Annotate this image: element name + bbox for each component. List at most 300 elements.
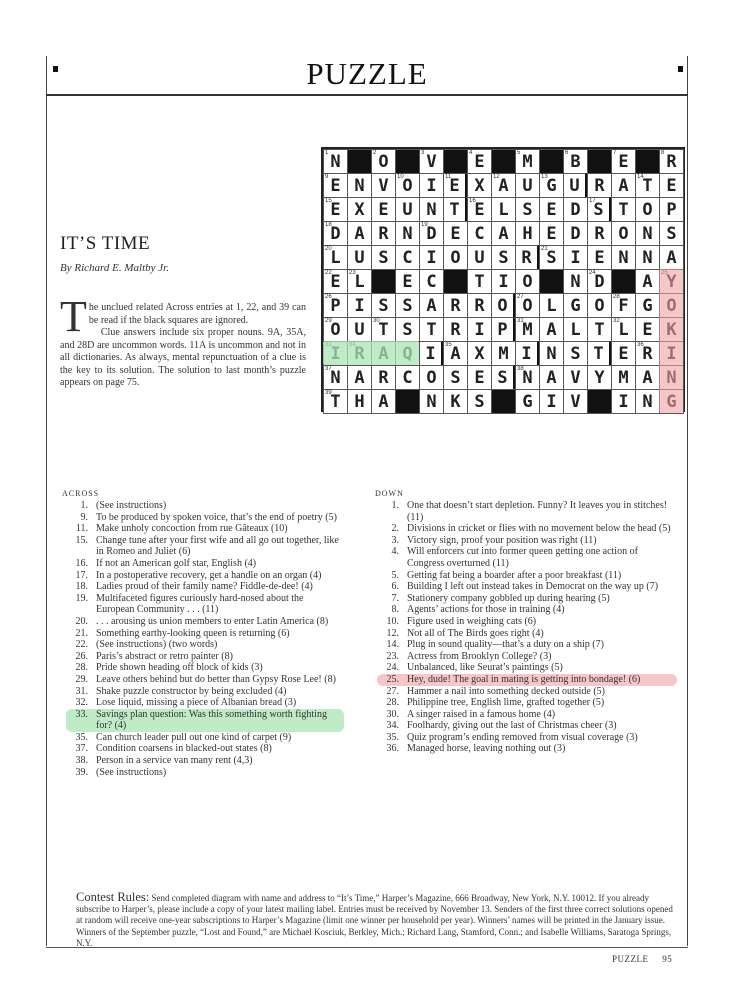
grid-cell <box>443 173 468 198</box>
grid-cell <box>563 269 588 294</box>
clue-number: 5. <box>391 569 399 581</box>
grid-cell-letter: U <box>522 176 533 196</box>
grid-cell <box>419 293 444 318</box>
grid-cell-letter: D <box>330 224 341 244</box>
grid-black-square <box>587 389 612 414</box>
grid-cell-letter: E <box>449 176 460 196</box>
grid-cell <box>371 149 396 174</box>
clue-text: In a postoperative recovery, get a handle on an organ (4) <box>96 569 322 581</box>
grid-cell-letter: I <box>521 344 532 364</box>
instructions-paragraph-2: Clue answers include six proper nouns. 9A, 35A, and 28D are uncommon words. 11A is uncommon and not in all dictionaries. As always, mental repunctuation of a clue is the key to its solution. The solution to last month’s puzzle appears on page 75. <box>60 327 306 388</box>
grid-cell <box>323 389 348 414</box>
grid-cell-letter: I <box>546 392 557 412</box>
across-clue-35 <box>66 732 344 744</box>
grid-cell-letter: O <box>642 200 653 220</box>
grid-cell-letter: S <box>450 368 461 388</box>
grid-cell-number: 38 <box>517 366 524 372</box>
clue-number: 14. <box>386 639 399 651</box>
clue-text: Divisions in cricket or flies with no movement below the head (5) <box>407 523 671 535</box>
grid-cell-letter: P <box>666 200 677 220</box>
grid-cell-letter: O <box>426 368 437 388</box>
grid-cell-letter: T <box>594 320 605 340</box>
across-clue-16 <box>66 558 344 570</box>
clue-text: Paris’s abstract or retro painter (8) <box>96 650 233 662</box>
grid-black-square <box>611 269 636 294</box>
grid-cell-number: 26 <box>325 294 332 300</box>
page-footer <box>612 954 672 964</box>
grid-black-square <box>587 149 612 174</box>
grid-cell <box>467 389 492 414</box>
grid-cell-number: 29 <box>325 318 332 324</box>
grid-black-square <box>395 149 420 174</box>
contest-rules-body: Send completed diagram with name and address to “It’s Time,” Harper’s Magazine, 666 Broadway, New York, N.Y. 10012. If you already subscribe to Harper’s, please include a copy of your latest mailing label. Entries must be received by November 13. Senders of the first three correct solutions opened at random will receive one-year subscriptions to Harper’s Magazine (limit one winner per household per year). Winners’ names will be printed in the January issue. Winners of the September puzzle, “Lost and Found,” are Michael Kosciuk, Berkley, Mich.; Richard Lang, Stamford, Conn.; and Isabelle Williams, Saratoga Springs, N.Y. <box>76 893 673 948</box>
clue-text: Building I left out instead takes in Democrat on the way up (7) <box>407 581 659 593</box>
down-clue-23 <box>377 651 677 663</box>
grid-cell-letter: N <box>426 200 437 220</box>
grid-cell-letter: N <box>330 368 341 388</box>
clue-number: 20. <box>75 615 88 627</box>
grid-cell <box>635 365 660 390</box>
grid-cell <box>563 365 588 390</box>
grid-cell-letter: D <box>426 224 437 244</box>
down-clue-24 <box>377 662 677 674</box>
grid-cell-number: 28 <box>613 294 620 300</box>
grid-cell-letter: P <box>330 296 341 316</box>
grid-cell <box>491 269 516 294</box>
grid-cell <box>587 341 612 366</box>
clue-text: Not all of The Birds goes right (4) <box>407 627 544 639</box>
grid-black-square <box>395 389 420 414</box>
clue-number: 32. <box>75 697 88 709</box>
grid-cell-letter: E <box>546 224 557 244</box>
grid-cell <box>611 221 636 246</box>
grid-cell <box>539 197 564 222</box>
highlight-yoking <box>659 269 683 413</box>
clue-text: Quiz program’s ending removed from visual coverage (3) <box>407 731 638 743</box>
grid-cell <box>539 173 564 198</box>
grid-cell-letter: M <box>498 344 509 364</box>
grid-cell-letter: A <box>450 344 461 364</box>
grid-cell <box>395 317 420 342</box>
grid-cell-letter: X <box>474 344 485 364</box>
clue-number: 35. <box>75 731 88 743</box>
grid-cell-letter: O <box>618 224 629 244</box>
grid-cell-letter: C <box>426 272 437 292</box>
clue-number: 37. <box>75 743 88 755</box>
grid-cell-number: 11 <box>445 174 452 180</box>
grid-cell <box>323 221 348 246</box>
grid-cell-letter: R <box>666 152 677 172</box>
grid-cell-letter: A <box>354 224 365 244</box>
grid-cell <box>611 365 636 390</box>
grid-cell-letter: U <box>402 200 413 220</box>
grid-cell-number: 9 <box>325 174 329 180</box>
grid-cell-letter: O <box>594 296 605 316</box>
clue-number: 2. <box>391 523 399 535</box>
grid-cell-letter: T <box>330 392 341 412</box>
grid-cell-letter: V <box>378 176 389 196</box>
grid-cell <box>515 365 540 390</box>
clue-number: 35. <box>386 731 399 743</box>
grid-cell <box>467 293 492 318</box>
bottom-rule <box>46 947 688 948</box>
grid-cell-letter: E <box>330 272 341 292</box>
grid-cell <box>371 173 396 198</box>
grid-cell <box>563 341 588 366</box>
across-clue-26 <box>66 651 344 663</box>
grid-cell <box>635 173 660 198</box>
grid-cell <box>467 269 492 294</box>
grid-black-square <box>539 269 564 294</box>
grid-cell <box>443 389 468 414</box>
across-clue-39 <box>66 767 344 779</box>
crossword-grid <box>321 147 685 412</box>
grid-cell-letter: A <box>354 368 365 388</box>
clue-text: If not an American golf star, English (4) <box>96 557 257 569</box>
clue-text: Victory sign, proof your position was right (11) <box>407 534 597 546</box>
clue-text: Condition coarsens in blacked-out states (8) <box>96 743 272 755</box>
grid-cell-number: 2 <box>373 150 377 156</box>
clue-number: 38. <box>75 755 88 767</box>
grid-cell <box>515 269 540 294</box>
grid-cell <box>635 293 660 318</box>
grid-cell <box>443 293 468 318</box>
grid-cell <box>395 293 420 318</box>
grid-cell-letter: N <box>642 392 653 412</box>
grid-cell-letter: O <box>497 296 508 316</box>
grid-cell <box>323 197 348 222</box>
grid-cell-letter: R <box>594 176 605 196</box>
grid-cell <box>491 245 516 270</box>
clue-number: 18. <box>75 581 88 593</box>
grid-cell-letter: N <box>642 248 653 268</box>
across-clue-29 <box>66 674 344 686</box>
grid-cell-letter: E <box>378 200 389 220</box>
clue-number: 25. <box>386 673 399 685</box>
grid-cell <box>347 317 372 342</box>
grid-cell-letter: O <box>522 296 533 316</box>
grid-black-square <box>539 149 564 174</box>
grid-cell <box>515 173 540 198</box>
grid-cell-letter: E <box>402 272 413 292</box>
clue-number: 1. <box>391 500 399 511</box>
grid-cell <box>347 245 372 270</box>
grid-cell-letter: S <box>474 392 485 412</box>
grid-cell <box>419 197 444 222</box>
grid-cell-number: 21 <box>541 246 548 252</box>
clue-number: 36. <box>386 743 399 755</box>
grid-cell-number: 31 <box>517 318 524 324</box>
grid-cell-letter: A <box>546 320 557 340</box>
grid-cell-letter: N <box>642 224 653 244</box>
grid-black-square <box>371 269 396 294</box>
grid-cell <box>443 197 468 222</box>
clue-number: 24. <box>386 662 399 674</box>
down-clue-1 <box>377 500 677 523</box>
across-clue-1 <box>66 500 344 512</box>
grid-cell-letter: G <box>642 296 653 316</box>
grid-cell <box>515 317 540 342</box>
grid-cell-letter: O <box>378 152 389 172</box>
clue-number: 34. <box>386 720 399 732</box>
page-number: 95 <box>662 954 673 964</box>
grid-cell-letter: N <box>330 152 341 172</box>
grid-cell-letter: T <box>449 200 460 220</box>
grid-cell <box>563 197 588 222</box>
grid-cell-number: 3 <box>421 150 425 156</box>
byline: By Richard E. Maltby Jr. <box>60 262 169 274</box>
grid-cell <box>347 197 372 222</box>
clue-text: To be produced by spoken voice, that’s the end of poetry (5) <box>96 511 337 523</box>
grid-cell-letter: E <box>642 320 653 340</box>
clue-number: 16. <box>75 557 88 569</box>
grid-cell <box>395 245 420 270</box>
clue-number: 3. <box>391 534 399 546</box>
down-clue-30 <box>377 709 677 721</box>
grid-cell <box>347 221 372 246</box>
grid-cell-number: 32 <box>613 318 620 324</box>
grid-cell-letter: I <box>425 344 436 364</box>
clue-number: 6. <box>391 581 399 593</box>
grid-cell-letter: S <box>666 224 677 244</box>
grid-cell-letter: K <box>450 392 461 412</box>
grid-cell-number: 37 <box>325 366 332 372</box>
grid-cell-letter: R <box>450 320 461 340</box>
grid-cell-letter: H <box>522 224 533 244</box>
down-clue-34 <box>377 720 677 732</box>
grid-cell <box>419 269 444 294</box>
contest-rules-lead: Contest Rules: <box>76 890 150 904</box>
grid-cell-number: 22 <box>325 270 332 276</box>
grid-cell <box>395 221 420 246</box>
grid-cell <box>587 365 612 390</box>
clue-text: Something earthy-looking queen is returning (6) <box>96 627 290 639</box>
grid-cell-letter: A <box>498 176 509 196</box>
clue-number: 7. <box>391 592 399 604</box>
grid-cell-letter: N <box>522 368 533 388</box>
grid-cell-letter: I <box>474 320 485 340</box>
grid-cell <box>659 221 684 246</box>
clue-number: 27. <box>386 685 399 697</box>
grid-cell <box>659 245 684 270</box>
footer-section: PUZZLE <box>612 954 649 964</box>
grid-cell-letter: M <box>618 368 629 388</box>
grid-cell-letter: M <box>522 320 533 340</box>
grid-cell <box>515 389 540 414</box>
clue-text: Getting fat being a boarder after a poor breakfast (11) <box>407 569 622 581</box>
grid-cell-letter: T <box>474 272 485 292</box>
grid-cell <box>419 149 444 174</box>
grid-cell-letter: A <box>618 176 629 196</box>
grid-cell-letter: X <box>474 176 485 196</box>
across-clue-32 <box>66 697 344 709</box>
down-clue-27 <box>377 686 677 698</box>
grid-cell-letter: R <box>378 368 389 388</box>
grid-cell-letter: V <box>570 368 581 388</box>
clue-number: 31. <box>75 685 88 697</box>
grid-cell-number: 39 <box>325 390 332 396</box>
clue-text: (See instructions) <box>96 500 167 511</box>
grid-cell <box>539 293 564 318</box>
grid-cell-letter: A <box>642 272 653 292</box>
grid-cell-letter: A <box>666 248 677 268</box>
grid-cell-letter: P <box>497 320 508 340</box>
grid-cell-letter: D <box>594 272 605 292</box>
across-clue-33 <box>66 709 344 732</box>
grid-cell-letter: V <box>426 152 437 172</box>
grid-cell <box>371 365 396 390</box>
title-rule <box>46 94 688 96</box>
clue-text: Can church leader pull out one kind of carpet (9) <box>96 731 292 743</box>
grid-cell <box>659 197 684 222</box>
grid-cell <box>371 221 396 246</box>
grid-cell-number: 23 <box>349 270 356 276</box>
grid-cell-letter: G <box>570 296 581 316</box>
grid-cell <box>395 365 420 390</box>
grid-cell <box>491 221 516 246</box>
grid-cell <box>635 197 660 222</box>
grid-cell <box>347 293 372 318</box>
grid-cell <box>563 293 588 318</box>
grid-cell <box>467 317 492 342</box>
grid-cell <box>635 341 660 366</box>
down-clue-10 <box>377 616 677 628</box>
clue-number: 23. <box>386 650 399 662</box>
clue-number: 12. <box>386 627 399 639</box>
grid-cell <box>419 173 444 198</box>
grid-cell-number: 10 <box>397 174 404 180</box>
across-clue-list <box>66 500 344 778</box>
grid-cell-letter: U <box>354 320 365 340</box>
grid-cell-letter: L <box>570 320 581 340</box>
down-clue-2 <box>377 523 677 535</box>
grid-cell-letter: B <box>570 152 581 172</box>
grid-cell <box>323 365 348 390</box>
grid-cell <box>515 197 540 222</box>
grid-cell-letter: I <box>570 248 581 268</box>
contest-rules <box>76 892 676 949</box>
grid-cell-number: 14 <box>637 174 644 180</box>
grid-cell <box>635 245 660 270</box>
grid-cell-letter: I <box>498 272 509 292</box>
grid-cell-letter: I <box>426 176 437 196</box>
grid-cell-letter: R <box>642 344 653 364</box>
grid-cell <box>611 173 636 198</box>
grid-black-square <box>491 389 516 414</box>
clue-number: 30. <box>386 708 399 720</box>
grid-cell-letter: C <box>402 368 413 388</box>
grid-cell <box>563 149 588 174</box>
grid-cell <box>611 341 636 366</box>
grid-cell-letter: U <box>354 248 365 268</box>
grid-cell <box>371 197 396 222</box>
grid-cell <box>587 269 612 294</box>
grid-cell-letter: A <box>426 296 437 316</box>
grid-cell <box>491 173 516 198</box>
grid-cell <box>563 245 588 270</box>
clue-text: Pride shown heading off block of kids (3) <box>96 662 263 674</box>
grid-cell-letter: Y <box>594 368 605 388</box>
grid-cell-letter: E <box>474 152 485 172</box>
grid-cell-letter: S <box>402 320 413 340</box>
down-clue-6 <box>377 581 677 593</box>
clue-number: 39. <box>75 766 88 778</box>
down-clue-8 <box>377 604 677 616</box>
grid-cell <box>419 365 444 390</box>
grid-cell-letter: S <box>593 200 604 220</box>
grid-cell <box>635 317 660 342</box>
grid-cell-letter: N <box>546 344 557 364</box>
grid-cell-letter: A <box>378 392 389 412</box>
grid-cell-number: 13 <box>541 174 548 180</box>
grid-cell-letter: D <box>570 200 581 220</box>
grid-cell <box>659 149 684 174</box>
clue-number: 8. <box>391 604 399 616</box>
clue-text: A singer raised in a famous home (4) <box>407 708 556 720</box>
grid-cell-letter: A <box>642 368 653 388</box>
grid-black-square <box>491 149 516 174</box>
grid-cell-number: 19 <box>421 222 428 228</box>
grid-cell <box>323 173 348 198</box>
grid-cell-letter: N <box>354 176 365 196</box>
grid-cell-number: 12 <box>493 174 500 180</box>
grid-cell-number: 35 <box>445 342 452 348</box>
grid-cell <box>587 245 612 270</box>
grid-cell <box>491 341 516 366</box>
grid-cell-letter: L <box>330 248 341 268</box>
grid-cell-letter: T <box>593 344 604 364</box>
across-heading: ACROSS <box>62 489 100 498</box>
grid-cell <box>563 389 588 414</box>
grid-cell <box>347 365 372 390</box>
drop-cap: T <box>60 292 87 341</box>
clue-number: 11. <box>75 523 88 535</box>
grid-cell <box>467 173 492 198</box>
grid-cell-number: 36 <box>637 342 644 348</box>
clue-number: 21. <box>75 627 88 639</box>
clue-text: Savings plan question: Was this something worth fighting for? (4) <box>96 708 327 732</box>
clue-text: Unbalanced, like Seurat’s paintings (5) <box>407 662 563 674</box>
across-clue-15 <box>66 535 344 558</box>
grid-cell <box>539 317 564 342</box>
grid-cell <box>563 317 588 342</box>
grid-cell-letter: L <box>618 320 629 340</box>
grid-cell <box>515 221 540 246</box>
grid-cell-letter: E <box>330 200 341 220</box>
down-clue-5 <box>377 570 677 582</box>
clue-text: One that doesn’t start depletion. Funny? It leaves you in stitches! (11) <box>407 500 668 523</box>
grid-cell <box>515 149 540 174</box>
clue-text: Hammer a nail into something decked outside (5) <box>407 685 606 697</box>
grid-cell-letter: A <box>498 224 509 244</box>
grid-black-square <box>347 149 372 174</box>
down-clue-7 <box>377 593 677 605</box>
grid-cell <box>587 293 612 318</box>
grid-cell <box>539 221 564 246</box>
grid-cell-letter: U <box>569 176 580 196</box>
across-clue-31 <box>66 686 344 698</box>
grid-cell <box>491 317 516 342</box>
clue-text: Agents’ actions for those in training (4) <box>407 604 565 616</box>
across-clue-37 <box>66 743 344 755</box>
grid-black-square <box>635 149 660 174</box>
grid-cell-number: 16 <box>469 198 476 204</box>
grid-cell-letter: A <box>546 368 557 388</box>
grid-cell-letter: E <box>474 368 485 388</box>
grid-cell <box>635 221 660 246</box>
grid-cell-letter: S <box>497 368 508 388</box>
down-clue-28 <box>377 697 677 709</box>
